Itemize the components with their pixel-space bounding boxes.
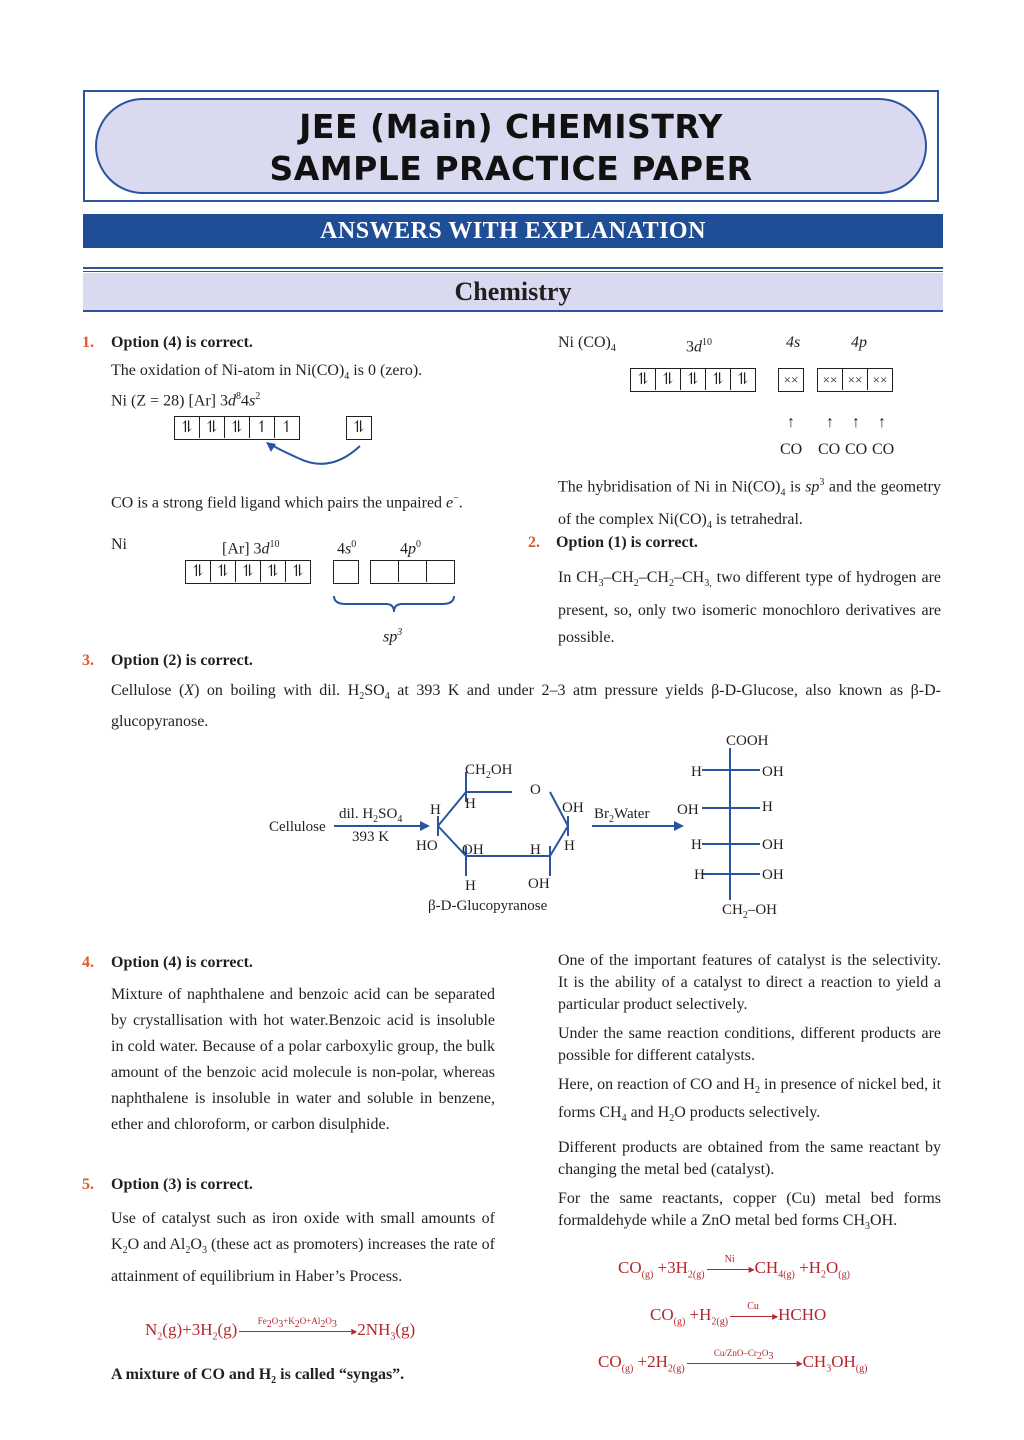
orbital-3d10-right: ⥮ ⥮ ⥮ ⥮ ⥮	[630, 368, 756, 392]
q5-text: Use of catalyst such as iron oxide with small amounts of $K_2O$ and $Al_2O_3$ (these act as promoters) increases the rate of attainment of equilibrium in Haber’s Process.	[111, 1210, 495, 1286]
ring-ch2oh: $CH_2OH$	[465, 762, 513, 781]
question-option: Option (4) is correct.	[111, 334, 253, 351]
ring-oh: OH	[562, 800, 584, 816]
temp-label: 393 K	[352, 829, 390, 845]
nico4-label: Ni $(CO)_4$	[558, 334, 616, 355]
ring-h: H	[465, 878, 476, 894]
sp3-brace	[330, 592, 458, 614]
co-label: CO	[780, 441, 803, 458]
q2-text: In $CH_3-CH_2-CH_2-CH_{3,}$ two different type of hydrogen are present, so, only two isomeric monochloro derivatives are possible.	[558, 569, 941, 647]
q3-text: Cellulose (X) on boiling with dil. $H_2SO_4$ at 393 K and under 2–3 atm pressure yields β-D-Glucose, also known as β-D-glucopyranose.	[111, 682, 942, 731]
divider	[83, 267, 943, 269]
right-p4: Different products are obtained from the same reactant by changing the metal bed (catalyst).	[558, 1139, 941, 1179]
f-oh: OH	[762, 837, 784, 853]
4s-label: $4s^0$	[337, 539, 357, 558]
fischer-projection	[702, 748, 760, 900]
co-label: CO	[845, 441, 868, 458]
4p-label: $4p^0$	[400, 539, 421, 558]
up-arrow: ↑	[826, 414, 834, 431]
divider	[83, 271, 943, 272]
right-column	[558, 950, 941, 1239]
page-title-line1: JEE (Main) CHEMISTRY	[299, 107, 723, 146]
ni-equation: $CO_{(g)} +3H_{2(g)}$ Ni ▸ $CH_{4(g)} +H_2O_{(g)}$	[618, 1254, 850, 1281]
divider	[83, 310, 943, 312]
ring-h: H	[465, 796, 476, 812]
4s-label-right: 4s	[786, 334, 801, 351]
q1-para: CO is a strong field ligand which pairs the unpaired e−.	[111, 493, 463, 512]
question-option: Option (2) is correct.	[111, 652, 253, 669]
orbital-4p-filled: ×× ×× ××	[817, 368, 893, 392]
question-option: Option (1) is correct.	[556, 534, 698, 551]
question-number: 1.	[82, 334, 94, 351]
page-title-line2: SAMPLE PRACTICE PAPER	[269, 149, 753, 188]
title-pill	[95, 98, 927, 194]
3d10-label: $3d^{10}$	[686, 337, 712, 356]
ring-h: H	[530, 842, 541, 858]
orbital-3d10-box: ⥮ ⥮ ⥮ ⥮ ⥮	[185, 560, 311, 584]
ring-oh: OH	[462, 842, 484, 858]
f-oh: OH	[762, 867, 784, 883]
section-heading: Chemistry	[83, 273, 943, 310]
ar3d-label: [Ar] $3d^{10}$	[222, 539, 280, 558]
electron-pairing-arrow	[260, 440, 370, 470]
orbital-4s-filled: ××	[778, 368, 804, 392]
right-p2: Under the same reaction conditions, different products are possible for different catalysts.	[558, 1025, 941, 1064]
f-h: H	[762, 799, 773, 815]
co-label: CO	[872, 441, 895, 458]
q1-config: Ni (Z = 28) [Ar] $3d^84s^2$	[111, 391, 261, 410]
right-p3: Here, on reaction of CO and $H_2$ in presence of nickel bed, it forms $CH_4$ and $H_2O$ products selectively.	[558, 1076, 941, 1125]
ring-name: β-D-Glucopyranose	[428, 898, 548, 914]
pyranose-ring	[438, 772, 568, 876]
ring-ho: HO	[416, 838, 438, 854]
title-frame	[83, 90, 939, 202]
up-arrow: ↑	[787, 414, 795, 431]
glucose-reaction-diagram	[260, 728, 800, 924]
f-h: H	[691, 837, 702, 853]
haber-equation: $N_2(g)+3H_2(g)$ $Fe_2O_3+K_2O+Al_2O_3$ ▸ $2NH_3(g)$	[145, 1316, 416, 1343]
f-oh: OH	[677, 802, 699, 818]
cu-equation: $CO_{(g)} +H_{2(g)}$ Cu ▸ HCHO	[650, 1301, 827, 1328]
cooh-label: COOH	[726, 733, 769, 749]
orbital-4p-empty	[370, 560, 455, 584]
4p-label-right: 4p	[851, 334, 867, 351]
ring-h: H	[430, 802, 441, 818]
ring-o: O	[530, 782, 541, 798]
ring-oh: OH	[528, 876, 550, 892]
question-number: 3.	[82, 652, 94, 669]
question-number: 5.	[82, 1176, 94, 1193]
q1-line1: The oxidation of Ni-atom in $Ni(CO)_4$ is 0 (zero).	[111, 362, 423, 383]
ring-h: H	[564, 838, 575, 854]
up-arrow: ↑	[852, 414, 860, 431]
ni-label: Ni	[111, 536, 127, 553]
co-label: CO	[818, 441, 841, 458]
right-p1: One of the important features of catalyst is the selectivity. It is the ability of a catalyst to direct a reaction to yield a particular product selectively.	[558, 952, 941, 1013]
reagent-label: dil. $H_2SO_4$	[339, 806, 403, 825]
f-h: H	[694, 867, 705, 883]
br2-label: $Br_2Water$	[594, 806, 650, 825]
question-number: 2.	[528, 534, 540, 551]
q4-text: Mixture of naphthalene and benzoic acid can be separated by crystallisation with hot water.Benzoic acid is insoluble in cold water. Because of a polar carboxylic group, the bulk amount of the benzoic acid molecule is non-polar, whereas naphthalene is insoluble in water and soluble in benzene, ether and chloroform, or carbon disulphide.	[111, 986, 495, 1133]
orbital-4s-box: ⥮	[346, 416, 372, 440]
up-arrow: ↑	[878, 414, 886, 431]
znocr-equation: $CO_{(g)} +2H_{2(g)}$ $Cu/ZnO-Cr_2O_3$ ▸ $CH_3OH_{(g)}$	[598, 1348, 868, 1375]
question-option: Option (4) is correct.	[111, 954, 253, 971]
syngas-note: A mixture of CO and $H_2$ is called “syngas”.	[111, 1366, 405, 1387]
question-number: 4.	[82, 954, 94, 971]
ch2oh-bottom: $CH_2-OH$	[722, 902, 778, 921]
answers-band: ANSWERS WITH EXPLANATION	[83, 214, 943, 248]
question-option: Option (3) is correct.	[111, 1176, 253, 1193]
hybrid-text: The hybridisation of Ni in $Ni(CO)_4$ is $sp^3$ and the geometry of the complex $Ni(CO)_4$ is tetrahedral.	[558, 477, 942, 531]
cellulose-label: Cellulose	[269, 819, 326, 835]
right-p5: For the same reactants, copper (Cu) metal bed forms formaldehyde while a ZnO metal bed forms $CH_3OH$.	[558, 1190, 941, 1233]
f-oh: OH	[762, 764, 784, 780]
orbital-3d-box: ⥮ ⥮ ⥮ ↿ ↿	[174, 416, 300, 440]
f-h: H	[691, 764, 702, 780]
orbital-4s-empty	[333, 560, 359, 584]
sp3-label: $sp^3$	[383, 627, 403, 646]
